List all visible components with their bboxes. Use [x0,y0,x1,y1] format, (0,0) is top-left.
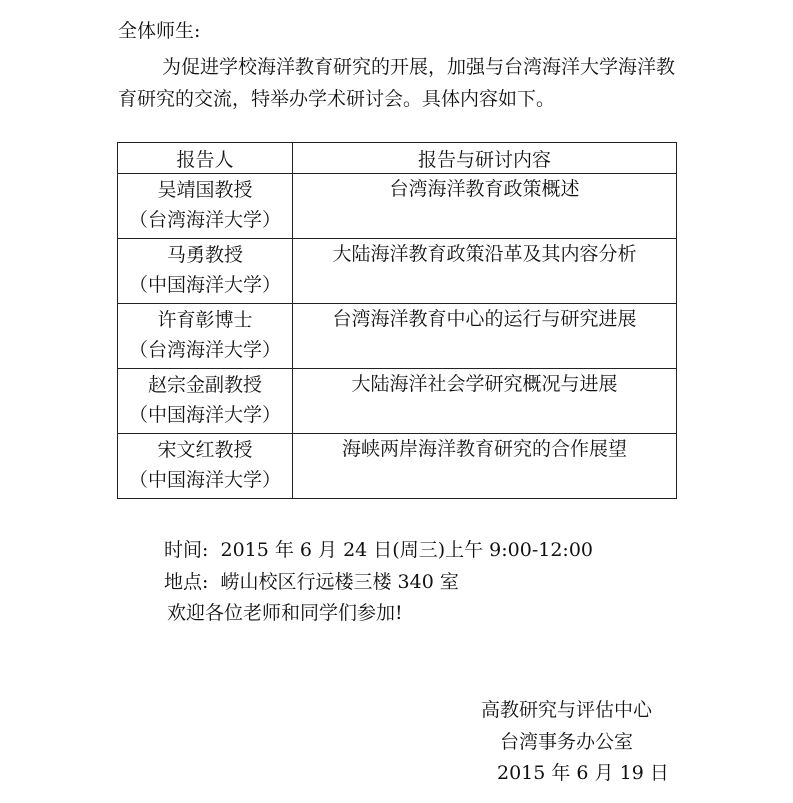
event-place: 地点: 崂山校区行远楼三楼 340 室 [164,571,459,593]
topic-text: 海峡两岸海洋教育研究的合作展望 [341,438,627,460]
topic-cell [293,369,677,434]
topic-text: 台湾海洋教育政策概述 [389,178,580,200]
topic-cell [293,304,677,369]
salutation: 全体师生: [118,20,201,42]
topic-text: 台湾海洋教育中心的运行与研究进展 [332,308,637,330]
speaker-cell [118,304,293,369]
topic-cell [293,174,677,239]
intro-paragraph: 为促进学校海洋教育研究的开展，加强与台湾海洋大学海洋教育研究的交流，特举办学术研讨会。具体内容如下。 [118,56,676,110]
speaker-affiliation: （中国海洋大学） [128,469,281,491]
speaker-affiliation: （中国海洋大学） [128,404,281,426]
header-speaker: 报告人 [118,143,293,174]
speaker-name: 赵宗金副教授 [147,374,262,396]
speaker-affiliation: （中国海洋大学） [128,274,281,296]
schedule-table [117,142,677,499]
speaker-name: 宋文红教授 [157,439,253,461]
speaker-cell [118,434,293,499]
event-time: 时间: 2015 年 6 月 24 日(周三)上午 9:00-12:00 [164,539,594,561]
signature-org-1: 高教研究与评估中心 [481,699,653,721]
topic-text: 大陆海洋社会学研究概况与进展 [351,373,618,395]
welcome-line: 欢迎各位老师和同学们参加! [167,602,403,624]
speaker-cell [118,174,293,239]
speaker-name: 马勇教授 [166,244,243,266]
table-row [118,174,677,239]
table-header-row [118,143,677,174]
header-topic: 报告与研讨内容 [293,143,677,174]
signature-date: 2015 年 6 月 19 日 [497,762,669,784]
speaker-affiliation: （台湾海洋大学） [128,339,281,361]
speaker-cell [118,369,293,434]
topic-cell [293,434,677,499]
speaker-name: 许育彰博士 [157,309,253,331]
table-row [118,239,677,304]
speaker-name: 吴靖国教授 [157,179,253,201]
table-row [118,434,677,499]
speaker-cell [118,239,293,304]
topic-cell [293,239,677,304]
speaker-affiliation: （台湾海洋大学） [128,209,281,231]
signature-org-2: 台湾事务办公室 [500,731,634,753]
topic-text: 大陆海洋教育政策沿革及其内容分析 [332,243,637,265]
table-row [118,369,677,434]
table-row [118,304,677,369]
